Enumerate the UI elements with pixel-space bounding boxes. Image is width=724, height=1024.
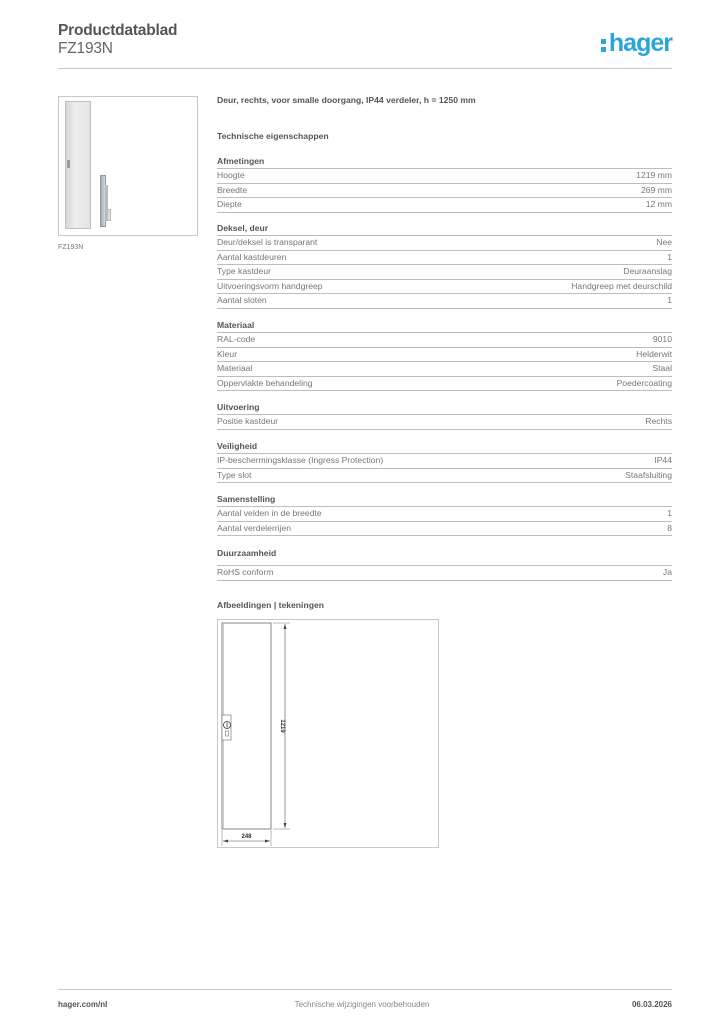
row-value: Deuraanslag xyxy=(623,266,672,276)
section-deksel-deur xyxy=(217,223,672,309)
product-code: FZ193N xyxy=(58,40,113,57)
row-value: Staal xyxy=(652,363,672,373)
technical-properties-title: Technische eigenschappen xyxy=(217,131,329,141)
table-row xyxy=(217,236,672,251)
footer-disclaimer: Technische wijzigingen voorbehouden xyxy=(294,1000,430,1009)
row-label: Aantal kastdeuren xyxy=(217,251,287,262)
section-samenstelling xyxy=(217,494,672,536)
row-value: Rechts xyxy=(645,416,672,426)
row-label: Uitvoeringsvorm handgreep xyxy=(217,280,323,291)
door-dimension-drawing xyxy=(218,620,440,849)
table-row xyxy=(217,469,672,484)
row-value: Helderwit xyxy=(636,348,672,359)
table-row xyxy=(217,184,672,199)
row-value: 269 mm xyxy=(640,184,672,195)
table-row xyxy=(217,265,672,280)
row-label: Aantal verdelerrijen xyxy=(217,522,292,533)
row-label: RoHS conform xyxy=(217,567,274,577)
section-title: Materiaal xyxy=(217,320,672,333)
table-row xyxy=(217,415,672,430)
logo-dots-icon xyxy=(601,37,608,52)
row-label: Materiaal xyxy=(217,363,253,373)
row-value: Handgreep met deurschild xyxy=(571,280,672,291)
table-row xyxy=(217,566,672,581)
header-divider xyxy=(58,68,672,69)
row-label: Breedte xyxy=(217,184,248,195)
row-label: Type kastdeur xyxy=(217,266,271,276)
table-row xyxy=(217,169,672,184)
footer-website-link[interactable]: hager.com/nl xyxy=(58,1000,108,1009)
row-value: Nee xyxy=(656,237,672,247)
row-label: Kleur xyxy=(217,348,238,359)
row-label: Positie kastdeur xyxy=(217,416,279,426)
hager-logo xyxy=(601,29,672,58)
section-title: Samenstelling xyxy=(217,494,672,507)
row-label: Deur/deksel is transparant xyxy=(217,237,318,247)
bracket-illustration xyxy=(107,209,111,221)
section-duurzaamheid xyxy=(217,548,672,581)
table-row xyxy=(217,251,672,266)
section-veiligheid xyxy=(217,441,672,483)
table-row xyxy=(217,507,672,522)
door-panel-illustration xyxy=(65,101,91,229)
row-label: RAL-code xyxy=(217,334,256,344)
product-image-caption: FZ193N xyxy=(58,244,84,251)
logo-text: hager xyxy=(608,29,672,57)
width-dimension-label: 248 xyxy=(241,834,252,840)
row-value: 1 xyxy=(667,508,672,518)
table-row xyxy=(217,348,672,363)
height-dimension-label: 1219 xyxy=(279,719,285,733)
section-title: Uitvoering xyxy=(217,402,672,415)
row-label: Aantal velden in de breedte xyxy=(217,508,322,518)
table-row xyxy=(217,280,672,295)
row-value: Poedercoating xyxy=(616,377,672,388)
table-row xyxy=(217,198,672,213)
section-title: Deksel, deur xyxy=(217,223,672,236)
door-handle-icon xyxy=(67,160,70,168)
row-value: Ja xyxy=(662,567,672,577)
table-row xyxy=(217,522,672,537)
section-afmetingen xyxy=(217,156,672,213)
row-label: Oppervlakte behandeling xyxy=(217,377,313,388)
page-title: Productdatablad xyxy=(58,22,178,39)
row-label: Type slot xyxy=(217,469,252,480)
row-value: Staafsluiting xyxy=(625,469,672,480)
row-value: IP44 xyxy=(654,455,672,465)
row-label: Diepte xyxy=(217,199,242,209)
row-label: Aantal sloten xyxy=(217,295,267,305)
row-value: 9010 xyxy=(652,334,672,344)
row-value: 8 xyxy=(667,522,672,533)
section-title: Veiligheid xyxy=(217,441,672,454)
footer-divider xyxy=(58,989,672,990)
section-title: Afmetingen xyxy=(217,156,672,169)
row-value: 1219 mm xyxy=(636,170,672,180)
table-row xyxy=(217,454,672,469)
section-uitvoering xyxy=(217,402,672,430)
drawings-title: Afbeeldingen | tekeningen xyxy=(217,600,324,610)
row-label: Hoogte xyxy=(217,170,245,180)
technical-drawing xyxy=(217,619,439,848)
row-value: 1 xyxy=(667,295,672,305)
table-row xyxy=(217,362,672,377)
table-row xyxy=(217,333,672,348)
table-row xyxy=(217,294,672,309)
product-description: Deur, rechts, voor smalle doorgang, IP44 verdeler, h = 1250 mm xyxy=(217,95,476,105)
footer-date: 06.03.2026 xyxy=(631,1000,672,1009)
row-label: IP-beschermingsklasse (Ingress Protection) xyxy=(217,455,384,465)
table-row xyxy=(217,377,672,392)
section-title: Duurzaamheid xyxy=(217,548,277,558)
section-materiaal xyxy=(217,320,672,391)
product-image xyxy=(58,96,198,236)
row-value: 12 mm xyxy=(645,199,672,209)
row-value: 1 xyxy=(667,251,672,262)
